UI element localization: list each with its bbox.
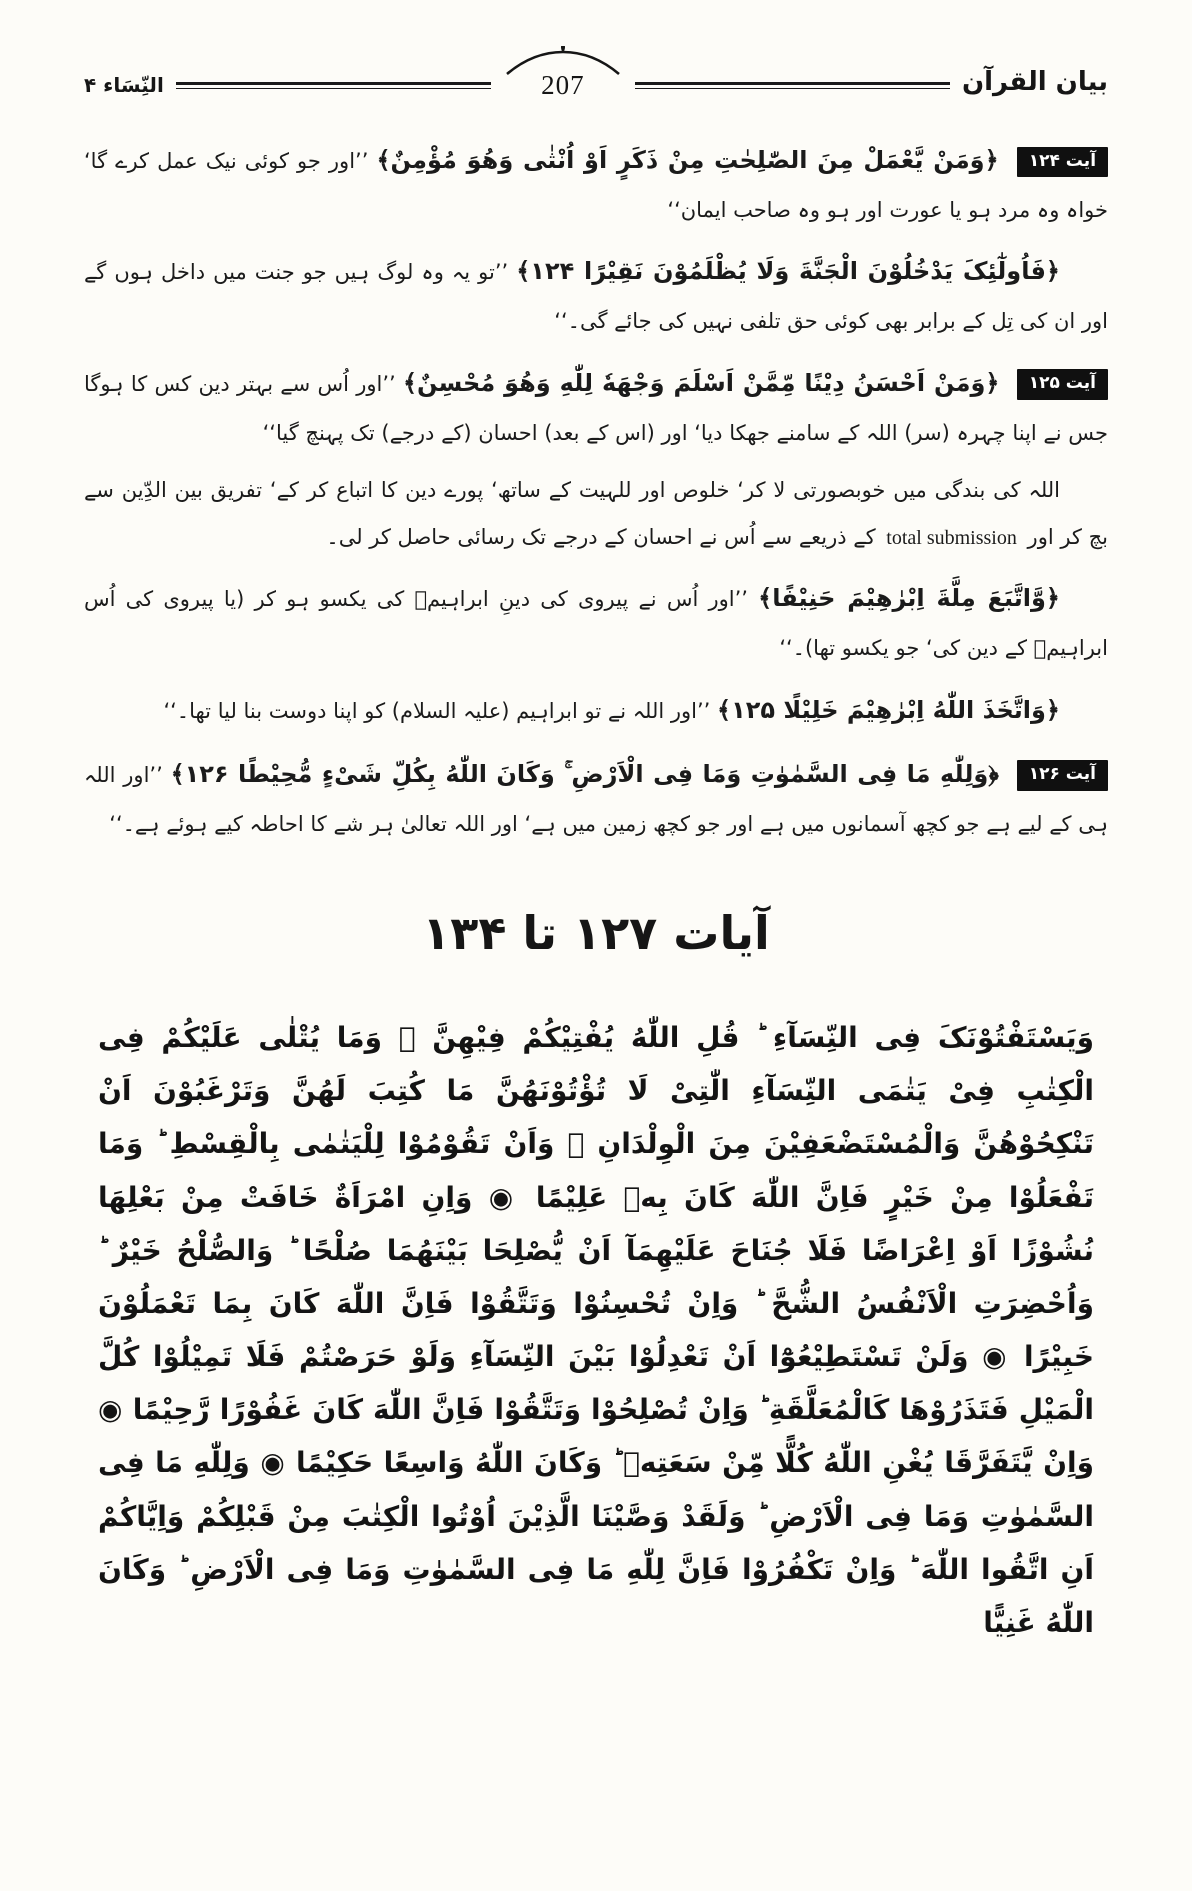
arabic-verse-125c: ﴿وَاتَّخَذَ اللّٰهُ اِبْرٰهِیْمَ خَلِیْلًا ۱۲۵﴾ [717, 695, 1060, 724]
paragraph-ayat-124 [84, 133, 1108, 234]
arabic-verse-124a: ﴿وَمَنْ یَّعْمَلْ مِنَ الصّٰلِحٰتِ مِنْ ذَکَرٍ اَوْ اُنْثٰی وَهُوَ مُؤْمِنٌ﴾ [376, 146, 999, 174]
urdu-commentary-part1: اللہ کی بندگی میں خوبصورتی لا کر‘ خلوص اور للہیت کے ساتھ‘ پورے دین کا اتباع کر کے‘ تفریق بین الدِّین سے بچ کر اور [84, 477, 1108, 549]
urdu-translation-125a: ’’اور اُس سے بہتر دین کس کا ہوگا جس نے اپنا چہرہ (سر) اللہ کے سامنے جھکا دیا‘ اور (اس کے بعد) احسان (کے درجے) تک پہنچ گیا‘‘ [84, 371, 1108, 445]
page-number-ornament [503, 46, 623, 99]
page-body [84, 133, 1108, 1649]
urdu-translation-126: ’’اور اللہ ہی کے لیے ہے جو کچھ آسمانوں میں ہے اور جو کچھ زمین میں ہے‘ اور اللہ تعالیٰ ہر شے کا احاطہ کیے ہوئے ہے۔‘‘ [84, 762, 1108, 836]
arabic-verse-124b: ﴿فَاُولٰٓئِکَ یَدْخُلُوْنَ الْجَنَّةَ وَلَا یُظْلَمُوْنَ نَقِیْرًا ۱۲۴﴾ [516, 257, 1060, 286]
header-rule-right [635, 82, 950, 89]
arabic-verse-126: ﴿وَلِلّٰهِ مَا فِی السَّمٰوٰتِ وَمَا فِی الْاَرْضِ ۚ وَکَانَ اللّٰهُ بِکُلِّ شَیْءٍ مُّحِیْطًا ۱۲۶﴾ [170, 759, 999, 788]
page-header [84, 46, 1108, 99]
urdu-commentary-part2: کے ذریعے سے اُس نے احسان کے درجے تک رسائی حاصل کر لی۔ [326, 525, 876, 549]
urdu-translation-124b: ’’تو یہ وہ لوگ ہیں جو جنت میں داخل ہوں گے اور ان کی تِل کے برابر بھی کوئی حق تلفی نہیں کی جائے گی۔‘‘ [84, 260, 1108, 334]
header-rule-left [176, 82, 491, 89]
latin-phrase: total submission [886, 527, 1017, 549]
arabic-verse-125b: ﴿وَّاتَّبَعَ مِلَّةَ اِبْرٰهِیْمَ حَنِیْفًا﴾ [758, 584, 1060, 613]
ayat-126-marker: آیت ۱۲۶ [1017, 760, 1108, 791]
paragraph-ayat-125 [84, 356, 1108, 457]
ayat-125-marker: آیت ۱۲۵ [1017, 369, 1108, 400]
paragraph-ayat-126 [84, 747, 1108, 848]
urdu-translation-125b: ’’اور اُس نے پیروی کی دینِ ابراہیمؑ کی یکسو ہو کر (یا پیروی کی اُس ابراہیمؑ کے دین کی‘ جو یکسو تھا)۔‘‘ [84, 587, 1108, 661]
arabic-verse-125a: ﴿وَمَنْ اَحْسَنُ دِیْنًا مِّمَّنْ اَسْلَمَ وَجْهَهٗ لِلّٰهِ وَهُوَ مُحْسِنٌ﴾ [402, 368, 1000, 397]
urdu-translation-125c: ’’اور اللہ نے تو ابراہیم (علیہ السلام) کو اپنا دوست بنا لیا تھا۔‘‘ [163, 698, 711, 723]
paragraph-ayat-125-middle [84, 571, 1108, 672]
paragraph-ayat-125-end [84, 683, 1108, 737]
paragraph-commentary [84, 467, 1108, 562]
ayat-124-marker: آیت ۱۲۴ [1017, 147, 1108, 178]
page-number: 207 [541, 70, 585, 100]
paragraph-ayat-124-end [84, 244, 1108, 345]
surah-title: النِّسَاء ۴ [84, 73, 164, 97]
quran-text-block: وَیَسْتَفْتُوْنَکَ فِی النِّسَآءِ ؕ قُلِ اللّٰهُ یُفْتِیْکُمْ فِیْهِنَّ ۙ وَمَا یُتْلٰی عَلَیْکُمْ فِی الْکِتٰبِ فِیْ یَتٰمَی النِّسَآءِ الّٰتِیْ لَا تُؤْتُوْنَهُنَّ مَا کُتِبَ لَهُنَّ وَتَرْغَبُوْنَ اَنْ تَنْکِحُوْهُنَّ وَالْمُسْتَضْعَفِیْنَ مِنَ الْوِلْدَانِ ۙ وَاَنْ تَقُوْمُوْا لِلْیَتٰمٰی بِالْقِسْطِ ؕ وَمَا تَفْعَلُوْا مِنْ خَیْرٍ فَاِنَّ اللّٰهَ کَانَ بِهٖ عَلِیْمًا ◉ وَاِنِ امْرَاَةٌ خَافَتْ مِنْ بَعْلِهَا نُشُوْزًا اَوْ اِعْرَاضًا فَلَا جُنَاحَ عَلَیْهِمَآ اَنْ یُّصْلِحَا بَیْنَهُمَا صُلْحًا ؕ وَالصُّلْحُ خَیْرٌ ؕ وَاُحْضِرَتِ الْاَنْفُسُ الشُّحَّ ؕ وَاِنْ تُحْسِنُوْا وَتَتَّقُوْا فَاِنَّ اللّٰهَ کَانَ بِمَا تَعْمَلُوْنَ خَبِیْرًا ◉ وَلَنْ تَسْتَطِیْعُوْٓا اَنْ تَعْدِلُوْا بَیْنَ النِّسَآءِ وَلَوْ حَرَصْتُمْ فَلَا تَمِیْلُوْا کُلَّ الْمَیْلِ فَتَذَرُوْهَا کَالْمُعَلَّقَةِ ؕ وَاِنْ تُصْلِحُوْا وَتَتَّقُوْا فَاِنَّ اللّٰهَ کَانَ غَفُوْرًا رَّحِیْمًا ◉ وَاِنْ یَّتَفَرَّقَا یُغْنِ اللّٰهُ کُلًّا مِّنْ سَعَتِهٖ ؕ وَکَانَ اللّٰهُ وَاسِعًا حَکِیْمًا ◉ وَلِلّٰهِ مَا فِی السَّمٰوٰتِ وَمَا فِی الْاَرْضِ ؕ وَلَقَدْ وَصَّیْنَا الَّذِیْنَ اُوْتُوا الْکِتٰبَ مِنْ قَبْلِکُمْ وَاِیَّاکُمْ اَنِ اتَّقُوا اللّٰهَ ؕ وَاِنْ تَکْفُرُوْا فَاِنَّ لِلّٰهِ مَا فِی السَّمٰوٰتِ وَمَا فِی الْاَرْضِ ؕ وَکَانَ اللّٰهُ غَنِیًّا [98, 1020, 1094, 1639]
section-heading-ayat-127-134: آیات ۱۲۷ تا ۱۳۴ [422, 905, 770, 960]
book-title: بیان القرآن [961, 67, 1108, 97]
urdu-translation-124a: ’’اور جو کوئی نیک عمل کرے گا‘ خواہ وہ مرد ہو یا عورت اور ہو وہ صاحب ایمان‘‘ [84, 149, 1108, 222]
